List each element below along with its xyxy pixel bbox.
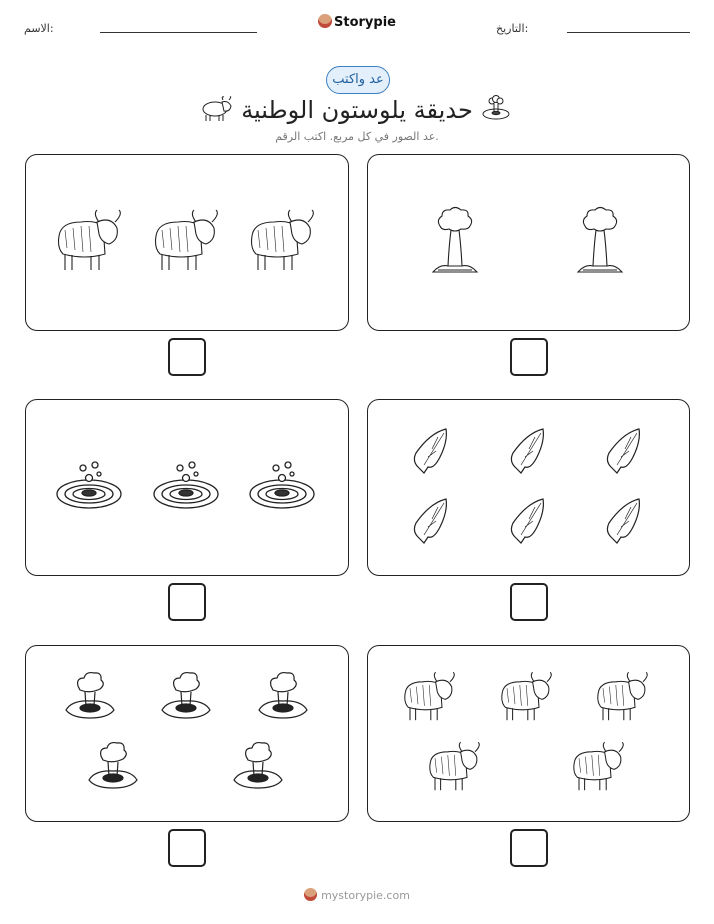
footer	[0, 888, 714, 902]
date-field[interactable]	[567, 32, 690, 33]
bison-icon	[402, 670, 458, 724]
bison-icon	[55, 208, 125, 274]
footer-url[interactable]: mystorypie.com	[321, 889, 410, 902]
activity-badge: عد واكتب	[326, 66, 390, 94]
mud-pot-icon	[87, 740, 139, 792]
mud-pot-icon	[160, 670, 212, 722]
answer-box-hot-springs[interactable]	[168, 583, 206, 621]
arrowhead-icon	[410, 497, 450, 545]
answer-box-geysers[interactable]	[510, 338, 548, 376]
arrowhead-icon	[603, 497, 643, 545]
name-label: الاسم:	[24, 22, 54, 35]
brand-logo	[0, 14, 714, 30]
bison-icon	[152, 208, 222, 274]
answer-box-bison[interactable]	[168, 338, 206, 376]
arrowhead-icon	[410, 427, 450, 475]
hot-spring-icon	[55, 460, 123, 512]
mud-pot-icon	[232, 740, 284, 792]
date-label: التاريخ:	[496, 22, 529, 35]
geyser-icon	[430, 206, 480, 276]
bison-icon	[571, 740, 627, 794]
answer-box-mud-pots[interactable]	[168, 829, 206, 867]
page-title: حديقة يلوستون الوطنية	[241, 96, 473, 124]
bison-icon	[595, 670, 651, 724]
bison-icon	[499, 670, 555, 724]
arrowhead-icon	[603, 427, 643, 475]
answer-box-bison-small[interactable]	[510, 829, 548, 867]
panel-arrowheads	[367, 399, 690, 576]
hot-spring-icon	[248, 460, 316, 512]
bison-icon	[248, 208, 318, 274]
geyser-icon	[575, 206, 625, 276]
answer-box-arrowheads[interactable]	[510, 583, 548, 621]
bear-icon	[304, 888, 317, 901]
name-field[interactable]	[100, 32, 257, 33]
hot-spring-icon	[152, 460, 220, 512]
arrowhead-icon	[507, 497, 547, 545]
instructions: عد الصور في كل مربع. اكتب الرقم.	[275, 130, 439, 143]
mud-pot-icon	[64, 670, 116, 722]
panel-geysers	[367, 154, 690, 331]
bison-icon	[427, 740, 483, 794]
bear-icon	[318, 14, 332, 28]
mud-pot-icon	[481, 92, 511, 122]
arrowhead-icon	[507, 427, 547, 475]
mud-pot-icon	[257, 670, 309, 722]
brand-name: Storypie	[334, 15, 396, 30]
